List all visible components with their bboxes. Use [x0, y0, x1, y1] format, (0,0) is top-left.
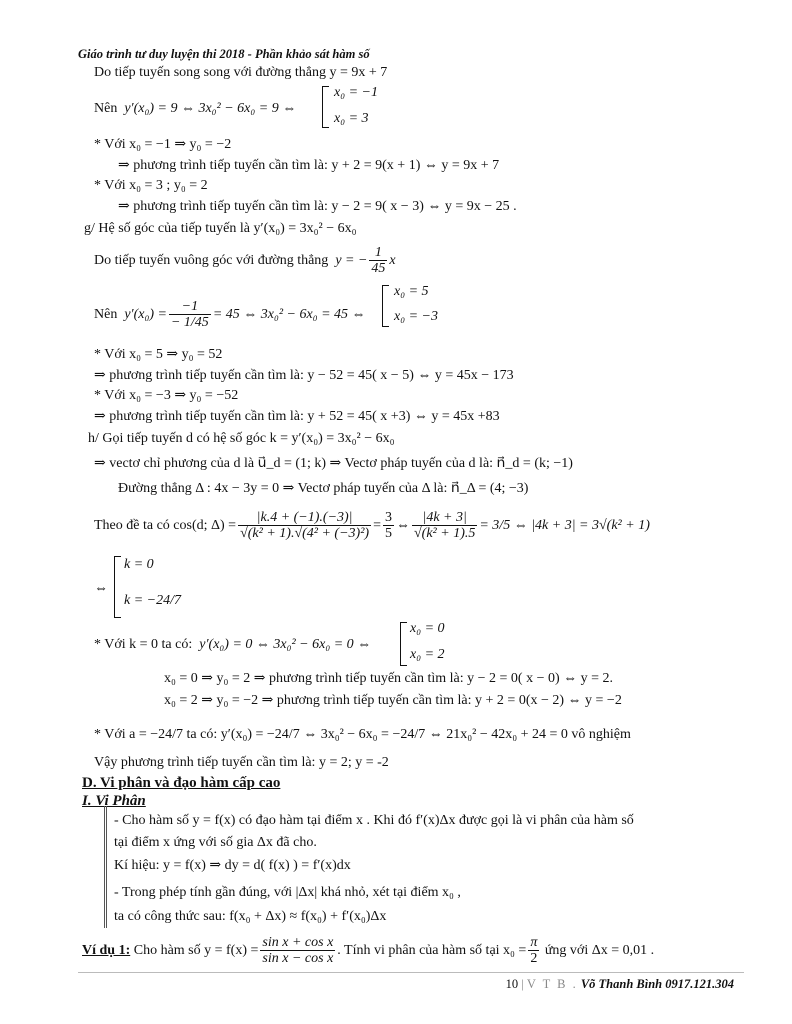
footer-author: Võ Thanh Bình 0917.121.304: [580, 977, 734, 991]
text-line: h/ Gọi tiếp tuyến d có hệ số góc k = y′(x₀) = 3x₀² − 6x₀: [88, 431, 395, 446]
system-case: x₀ = −3: [394, 309, 438, 324]
text-line: * Với x₀ = −3 ⇒ y₀ = −52: [94, 388, 239, 403]
system-case: x₀ = 3: [334, 111, 369, 126]
equation-line: Do tiếp tuyến vuông góc với đường thẳng y = − $\frac{1}{45}$ x: [94, 245, 396, 277]
text-line: Vậy phương trình tiếp tuyến cần tìm là: y = 2; y = -2: [94, 755, 389, 770]
definition-text: - Trong phép tính gần đúng, với |Δx| khá nhỏ, xét tại điểm x₀ ,: [114, 885, 461, 900]
text-line: ⇒ phương trình tiếp tuyến cần tìm là: y + 2 = 9(x + 1) ⇔ y = 9x + 7: [118, 158, 500, 173]
text-line: x₀ = 0 ⇒ y₀ = 2 ⇒ phương trình tiếp tuyến cần tìm là: y − 2 = 0( x − 0) ⇔ y = 2.: [164, 671, 614, 686]
equation-line: * Với k = 0 ta có: y′(x₀) = 0 ⇔ 3x₀² − 6x₀ = 0 ⇔: [94, 637, 372, 652]
text-line: ⇒ phương trình tiếp tuyến cần tìm là: y + 52 = 45( x +3) ⇔ y = 45x +83: [94, 409, 500, 424]
text-line: * Với x₀ = 3 ; y₀ = 2: [94, 178, 208, 193]
fraction: $\frac{|4k + 3|}{\text{√(k² + 1).5}}$: [413, 510, 476, 542]
footer-separator: |: [521, 977, 524, 991]
system-bracket: [322, 86, 329, 128]
system-case: x₀ = 2: [410, 647, 445, 662]
text-line: * Với x₀ = 5 ⇒ y₀ = 52: [94, 347, 223, 362]
system-case: k = −24/7: [124, 593, 181, 608]
fraction: $\frac{\pi}{2}$: [530, 935, 538, 967]
subsection-title: I. Vi Phân: [82, 793, 146, 809]
page-number: 10: [505, 977, 519, 991]
system-bracket: [382, 285, 389, 327]
page-header: Giáo trình tư duy luyện thi 2018 - Phần khảo sát hàm số: [78, 47, 370, 61]
definition-box-border: [104, 806, 110, 928]
text-line: * Với a = −24/7 ta có: y′(x₀) = −24/7 ⇔ 3x₀² − 6x₀ = −24/7 ⇔ 21x₀² − 42x₀ + 24 = 0 vô nghiệm: [94, 727, 631, 742]
footer-initials: V T B .: [526, 977, 578, 991]
text-line: ⇒ phương trình tiếp tuyến cần tìm là: y − 52 = 45( x − 5) ⇔ y = 45x − 173: [94, 368, 514, 383]
fraction: $\frac{|k.4 + (-1).(-3)|}{\text{√(k² + 1).√(4² + (−3)²)}}$: [240, 510, 370, 542]
page-footer: [506, 977, 734, 992]
text-line: Do tiếp tuyến song song với đường thẳng y = 9x + 7: [94, 65, 388, 80]
equation-line: Nên y′(x₀) = $\frac{-1}{- 1/45}$ = 45 ⇔ 3x₀² − 6x₀ = 45 ⇔: [94, 299, 366, 331]
fraction: $\frac{\text{sin x + cos x}}{\text{sin x − cos x}}$: [262, 935, 334, 967]
definition-text: Kí hiệu: y = f(x) ⇒ dy = d( f(x) ) = f′(x)dx: [114, 858, 351, 873]
text-line: g/ Hệ số góc của tiếp tuyến là y′(x₀) = 3x₀² − 6x₀: [84, 221, 357, 236]
example-label: Ví dụ 1:: [82, 943, 131, 958]
fraction: $\frac{1}{45}$: [371, 245, 386, 277]
section-title: D. Vi phân và đạo hàm cấp cao: [82, 775, 281, 791]
definition-text: ta có công thức sau: f(x₀ + Δx) ≈ f(x₀) + f′(x₀)Δx: [114, 909, 387, 924]
system-case: x₀ = 5: [394, 284, 429, 299]
text-line: x₀ = 2 ⇒ y₀ = −2 ⇒ phương trình tiếp tuyến cần tìm là: y + 2 = 0(x − 2) ⇔ y = −2: [164, 693, 622, 708]
fraction: $\frac{3}{5}$: [384, 510, 392, 542]
footer-divider: [78, 972, 744, 973]
text-line: * Với x₀ = −1 ⇒ y₀ = −2: [94, 137, 232, 152]
text-line: ⇒ phương trình tiếp tuyến cần tìm là: y − 2 = 9( x − 3) ⇔ y = 9x − 25 .: [118, 199, 517, 214]
equation-symbol: ⇔: [94, 581, 108, 596]
equation-line: Theo đề ta có cos(d; Δ) = $\frac{|k.4 + (-1).(-3)|}{\text{√(k² + 1).√(4² + (−3)²)}}$ = $\frac{3}{5}$ ⇔ $\frac{|4k + 3|}{\text{√(k² + 1).5}}$ = 3/5 ⇔ |4k + 3| = 3√(k² + 1): [94, 510, 650, 542]
system-bracket: [400, 622, 407, 666]
system-case: x₀ = 0: [410, 621, 445, 636]
system-bracket: [114, 556, 121, 618]
definition-text: - Cho hàm số y = f(x) có đạo hàm tại điểm x . Khi đó f′(x)Δx được gọi là vi phân của hàm số: [114, 813, 634, 828]
equation-line: Nên y′(x₀) = 9 ⇔ 3x₀² − 6x₀ = 9 ⇔: [94, 101, 297, 116]
fraction: $\frac{-1}{- 1/45}$: [170, 299, 209, 331]
text-line: Đường thẳng Δ : 4x − 3y = 0 ⇒ Vectơ pháp tuyến của Δ là: n⃗_Δ = (4; −3): [118, 481, 529, 496]
definition-text: tại điểm x ứng với số gia Δx đã cho.: [114, 835, 317, 850]
system-case: k = 0: [124, 557, 154, 572]
system-case: x₀ = −1: [334, 85, 378, 100]
text-line: ⇒ vectơ chỉ phương của d là u⃗_d = (1; k) ⇒ Vectơ pháp tuyến của d là: n⃗_d = (k; −1): [94, 456, 573, 471]
example-line: Ví dụ 1: Cho hàm số y = f(x) = $\frac{\text{sin x + cos x}}{\text{sin x − cos x}}$ . Tính vi phân của hàm số tại x₀ = $\frac{\pi}{2}$ ứng với Δx = 0,01 .: [82, 935, 655, 967]
